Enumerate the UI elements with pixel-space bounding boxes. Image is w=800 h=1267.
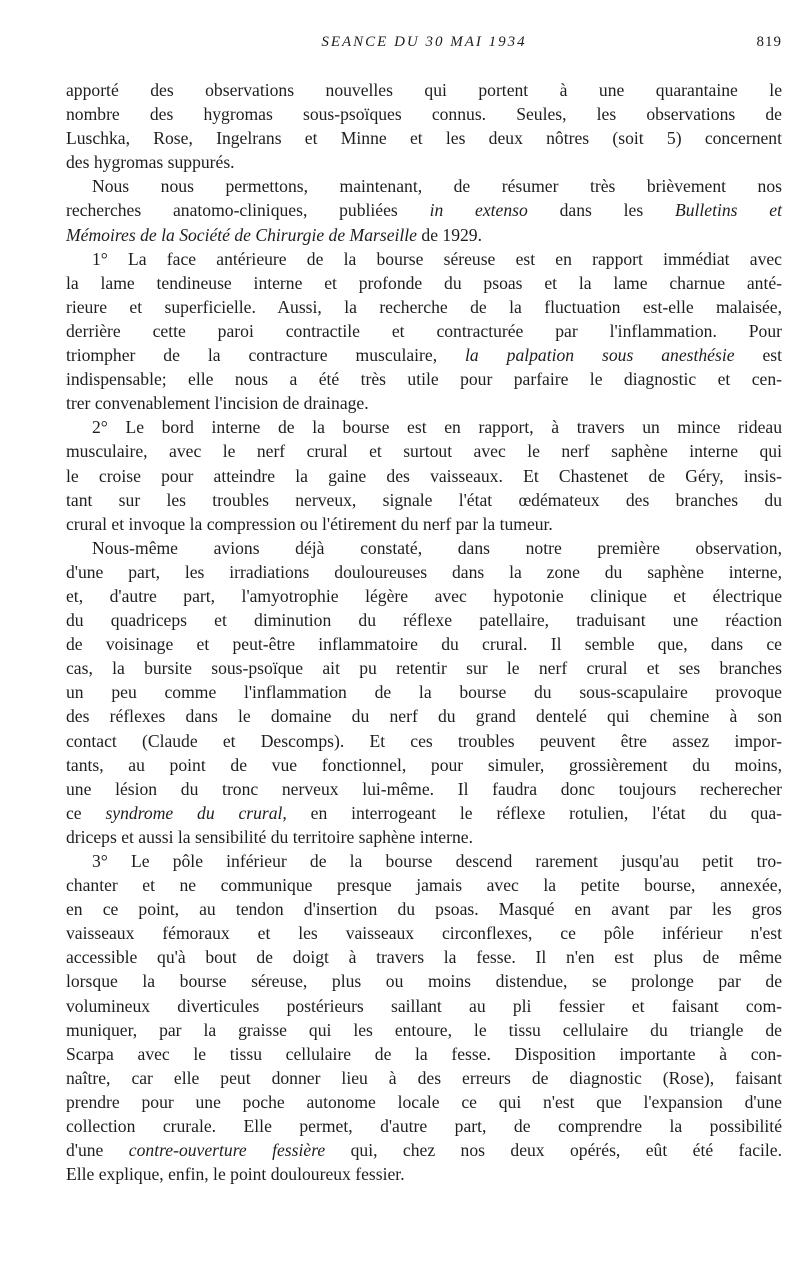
text-line: Luschka, Rose, Ingelrans et Minne et les deux nôtres (soit 5) concernent xyxy=(66,128,782,149)
text-line: musculaire, avec le nerf crural et surtout avec le nerf saphène interne qui xyxy=(66,441,782,462)
text-line: Scarpa avec le tissu cellulaire de la fesse. Disposition importante à con- xyxy=(66,1043,782,1064)
text-segment: triompher de la contracture musculaire, xyxy=(66,345,438,366)
text-line: indispensable; elle nous a été très utile pour parfaire le diagnostic et cen- xyxy=(66,369,782,390)
text-line: de voisinage et peut-être inflammatoire du crural. Il semble que, dans ce xyxy=(66,634,782,655)
text-line: prendre pour une poche autonome locale ce qui n'est que l'expansion d'une xyxy=(66,1091,782,1112)
italic-segment: syndrome du crural, xyxy=(105,802,287,823)
text-line: tant sur les troubles nerveux, signale l'état œdémateux des branches du xyxy=(66,489,782,510)
text-line: 3° Le pôle inférieur de la bourse descend rarement jusqu'au petit tro- xyxy=(92,851,782,871)
text-line: muniquer, par la graisse qui les entoure, le tissu cellulaire du triangle de xyxy=(66,1019,782,1040)
text-line: rieure et superficielle. Aussi, la recherche de la fluctuation est-elle malaisée, xyxy=(66,296,782,317)
text-line: contact (Claude et Descomps). Et ces troubles peuvent être assez impor- xyxy=(66,730,782,751)
text-line xyxy=(66,198,782,222)
text-segment: est xyxy=(762,345,782,366)
text-line: Elle explique, enfin, le point douloureux fessier. xyxy=(66,1164,405,1185)
text-line: un peu comme l'inflammation de la bourse du sous-scapulaire provoque xyxy=(66,682,782,703)
body-text xyxy=(66,78,782,1186)
text-line: driceps et aussi la sensibilité du territoire saphène interne. xyxy=(66,826,473,847)
text-line: 1° La face antérieure de la bourse séreuse est en rapport immédiat avec xyxy=(92,248,782,269)
page-number: 819 xyxy=(756,34,782,50)
running-title: SEANCE DU 30 MAI 1934 xyxy=(321,34,527,50)
text-line: en ce point, au tendon d'insertion du psoas. Masqué en avant par les gros xyxy=(66,899,782,920)
text-segment: en interrogeant le réflexe rotulien, l'état du qua- xyxy=(310,802,782,823)
text-line: tants, au point de vue fonctionnel, pour simuler, grossièrement du moins, xyxy=(66,754,782,775)
text-line: la lame tendineuse interne et profonde du psoas et la lame charnue anté- xyxy=(66,272,782,293)
text-line: le croise pour atteindre la gaine des vaisseaux. Et Chastenet de Géry, insis- xyxy=(66,465,782,486)
text-line xyxy=(66,1138,782,1162)
text-line: trer convenablement l'incision de drainage. xyxy=(66,393,369,414)
text-line: vaisseaux fémoraux et les vaisseaux circonflexes, ce pôle inférieur n'est xyxy=(66,923,782,944)
text-line: nombre des hygromas sous-psoïques connus. Seules, les observations de xyxy=(66,104,782,125)
text-line: d'une part, les irradiations douloureuses dans la zone du saphène interne, xyxy=(66,561,782,582)
text-line: cas, la bursite sous-psoïque ait pu retentir sur le nerf crural et ses branches xyxy=(66,658,782,679)
text-line: des réflexes dans le domaine du nerf du grand dentelé qui chemine à son xyxy=(66,706,782,727)
text-line: une lésion du tronc nerveux lui-même. Il faudra donc toujours recherecher xyxy=(66,778,782,799)
text-line: lorsque la bourse séreuse, plus ou moins distendue, se prolonge par de xyxy=(66,971,782,992)
italic-segment: Mémoires de la Société de Chirurgie de Marseille xyxy=(66,224,417,245)
text-line: apporté des observations nouvelles qui portent à une quarantaine le xyxy=(66,80,782,100)
italic-segment: la palpation sous anesthésie xyxy=(465,345,735,366)
text-segment: dans les xyxy=(559,200,644,221)
text-segment: qui, chez nos deux opérés, eût été facile. xyxy=(350,1140,783,1161)
text-line: derrière cette paroi contractile et contracturée par l'inflammation. Pour xyxy=(66,320,782,341)
text-line xyxy=(66,343,782,367)
text-line: crural et invoque la compression ou l'étirement du nerf par la tumeur. xyxy=(66,513,553,534)
text-line: Nous-même avions déjà constaté, dans notre première observation, xyxy=(92,537,782,558)
text-line: chanter et ne communique presque jamais avec la petite bourse, annexée, xyxy=(66,875,782,896)
text-line: collection crurale. Elle permet, d'autre part, de comprendre la possibilité xyxy=(66,1116,782,1137)
text-segment: ce xyxy=(66,802,82,823)
text-segment: d'une xyxy=(66,1140,104,1161)
text-segment: de 1929. xyxy=(421,224,482,245)
running-header xyxy=(66,34,782,56)
text-line: naître, car elle peut donner lieu à des erreurs de diagnostic (Rose), faisant xyxy=(66,1067,782,1088)
text-line: du quadriceps et diminution du réflexe patellaire, traduisant une réaction xyxy=(66,610,782,631)
text-line xyxy=(66,801,782,825)
text-line: et, d'autre part, l'amyotrophie légère avec hypotonie clinique et électrique xyxy=(66,585,782,606)
text-line: des hygromas suppurés. xyxy=(66,152,235,173)
text-segment: recherches anatomo-cliniques, publiées xyxy=(66,200,398,221)
italic-segment: in extenso xyxy=(429,200,528,221)
text-line: accessible qu'à bout de doigt à travers la fesse. Il n'en est plus de même xyxy=(66,947,782,968)
text-line xyxy=(66,223,782,247)
text-line: 2° Le bord interne de la bourse est en rapport, à travers un mince rideau xyxy=(92,417,782,438)
italic-segment: contre-ouverture fessière xyxy=(128,1140,326,1161)
text-line: volumineux diverticules postérieurs saillant au pli fessier et faisant com- xyxy=(66,995,782,1016)
text-line: Nous nous permettons, maintenant, de résumer très brièvement nos xyxy=(92,176,782,197)
italic-segment: Bulletins et xyxy=(674,200,782,221)
